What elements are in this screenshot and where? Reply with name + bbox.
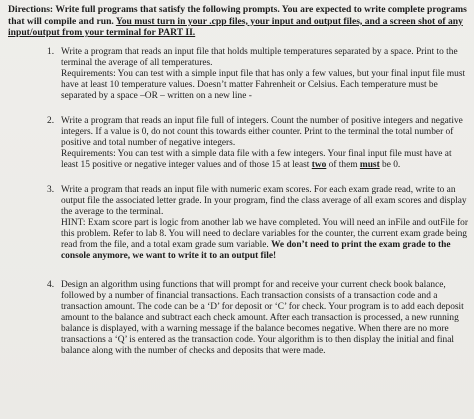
prompt-text: Write a program that reads an input file that holds multiple temperatures separated by a space. Print to the terminal the average of all temperatures.	[61, 46, 458, 68]
prompt-item-3	[8, 185, 468, 262]
hint-text: HINT: Exam score part is logic from another lab we have completed. You will need an inFile and outFile for this problem. Refer to lab 8. You will need to declare variables for the counter, the current exam grade being read from the file, and a total exam grade sum variable.	[61, 217, 468, 250]
prompt-text: Write a program that reads an input file with numeric exam scores. For each exam grade read, write to an output file the associated letter grade. In your program, find the class average of all exam scores and display the average to the terminal.	[61, 184, 467, 217]
emphasis-must: must	[359, 159, 380, 170]
requirements-text-cont: of them	[326, 159, 360, 170]
prompt-hint	[61, 218, 468, 262]
requirements-text-end: be 0.	[379, 159, 401, 170]
prompt-number: 4.	[47, 279, 55, 290]
directions-paragraph	[8, 4, 468, 39]
prompt-item-2	[8, 116, 468, 171]
prompt-item-1	[8, 47, 468, 102]
prompt-text: Write a program that reads an input file full of integers. Count the number of positive integers and negative integers. If a value is 0, do not count this towards either counter. Print to the terminal the total number of positive and total number of negative integers.	[61, 115, 463, 148]
requirements-text: Requirements: You can test with a simple data file with a few integers. Your final input file must have at least 15 positive or negative integer values and of those 15 at least	[61, 148, 452, 170]
prompt-number: 3.	[47, 184, 55, 195]
prompt-requirements	[61, 149, 468, 171]
directions-underlined-requirement: You must turn in your .cpp files, your input and output files, and a screen shot of any input/output from your terminal for PART II.	[8, 15, 463, 39]
emphasis-two: two	[311, 159, 327, 170]
prompt-number: 2.	[47, 115, 55, 126]
directions-text: Directions: Write full programs that satisfy the following prompts. You are expected to write complete programs that will compile and run.	[8, 4, 467, 27]
prompt-number: 1.	[47, 46, 55, 57]
prompt-item-4	[8, 280, 468, 357]
hint-bold-note: We don’t need to print the exam grade to the console anymore, we want to write it to an output file!	[61, 239, 451, 261]
prompt-requirements: Requirements: You can test with a simple input file that has only a few values, but your final input file must have at least 10 temperature values. Doesn’t matter Fahrenheit or Celsius. Each temperature must be separated by a space –OR – written on a new line -	[61, 68, 466, 101]
prompt-text: Design an algorithm using functions that will prompt for and receive your current check book balance, followed by a number of financial transactions. Each transaction consists of a transaction code and a transaction amount. The code can be a ‘D’ for deposit or ‘C’ for check. Your program is to add each deposit amount to the balance and subtract each check amount. After each transaction is processed, a new running balance is displayed, with a warning message if the balance becomes negative. When there are no more transactions a ‘Q’ is entered as the transaction code. Your algorithm is to then display the initial and final balance along with the number of checks and deposits that were made.	[61, 279, 464, 356]
